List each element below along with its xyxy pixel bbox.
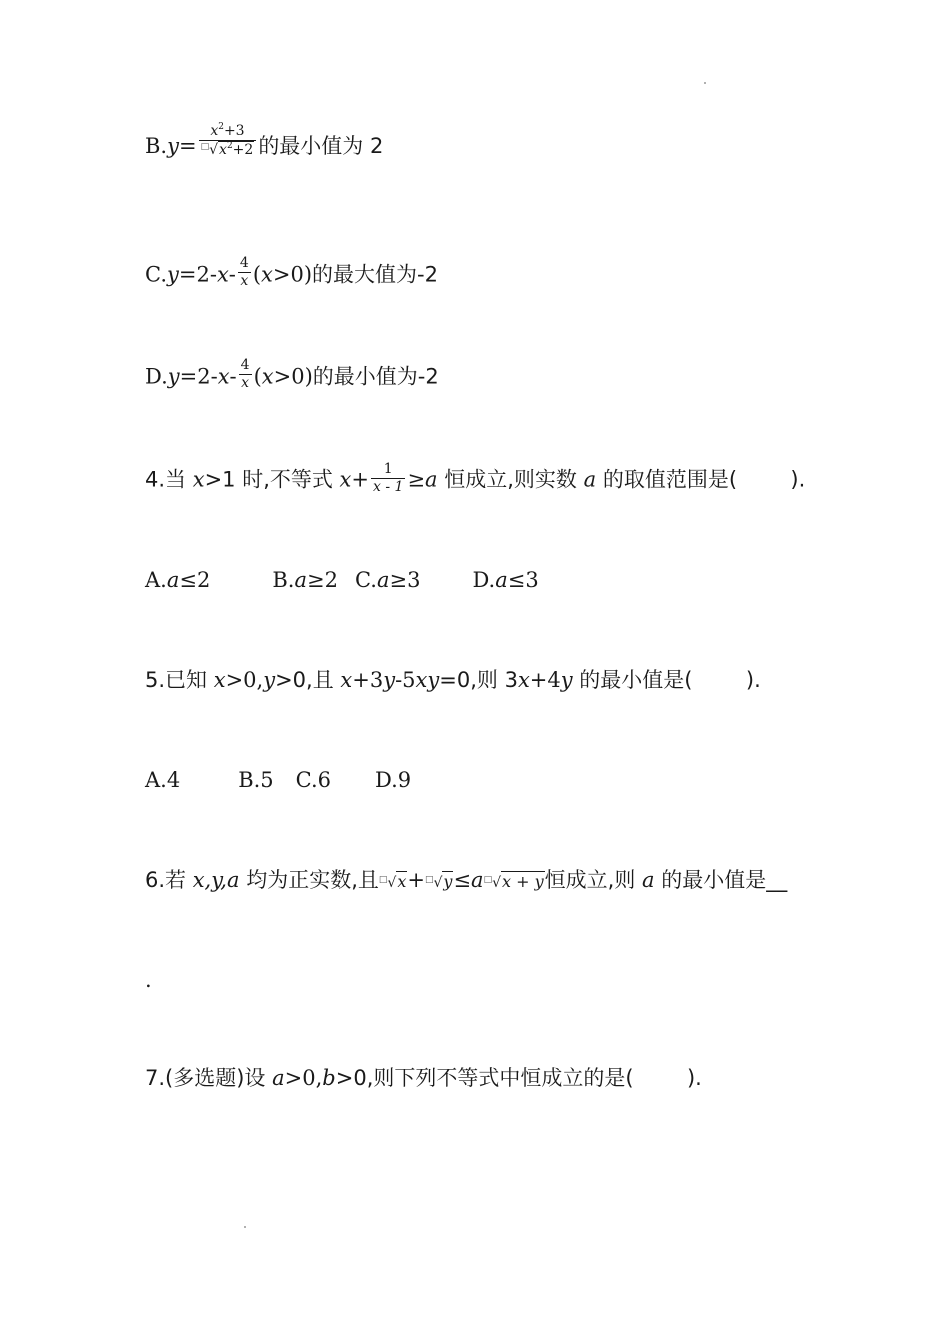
option-letter: C. [145, 262, 167, 287]
den-rest: +2 [232, 142, 254, 158]
condition: >0) [272, 262, 313, 287]
expr: +3 [352, 668, 384, 692]
stem-text: 的最小值是__ [654, 868, 788, 892]
q6-continuation [145, 970, 152, 991]
expr: >0, [284, 1066, 323, 1090]
denominator: x [241, 375, 250, 392]
expr: -5 [395, 668, 416, 692]
var-a: a [642, 868, 655, 892]
numerator: 1 [371, 462, 405, 479]
radical-y: □√y [424, 872, 453, 891]
numerator [199, 123, 257, 141]
stem-text: >0,则下列不等式中恒成立的是( ). [335, 1066, 702, 1090]
var-xy: xy [415, 668, 440, 692]
den-exponent: 2 [226, 141, 233, 151]
var-y: y [167, 134, 179, 158]
var-a: a [471, 868, 484, 892]
equals: = [178, 134, 197, 158]
denominator: x [240, 273, 249, 290]
q4-option-d: D.a≤3 [472, 568, 539, 592]
fraction [238, 256, 251, 290]
q5-option-d: D.9 [375, 768, 412, 792]
fraction [371, 462, 405, 496]
expr: =2- [179, 364, 218, 389]
stem-text: >0,且 [275, 668, 341, 692]
denominator: x - 1 [373, 479, 404, 496]
var-list: x,y,a [192, 868, 240, 892]
scan-speck [244, 1226, 246, 1228]
stem-text: 均为正实数,且 [239, 868, 379, 892]
expr: >0, [225, 668, 264, 692]
stem-text: =0,则 3 [439, 668, 518, 692]
paren: ( [253, 364, 262, 389]
var-y: y [560, 668, 573, 692]
numerator: 4 [239, 358, 252, 375]
var-y: y [263, 668, 276, 692]
option-letter: B. [145, 134, 168, 158]
radicand [218, 141, 254, 158]
stem-text: 6.若 [145, 868, 193, 892]
option-text: 的最大值为-2 [312, 262, 438, 287]
q5-option-c: C.6 [295, 768, 332, 792]
condition: >0) [273, 364, 313, 389]
stem-text: 的取值范围是( ). [596, 467, 806, 492]
q4-option-b: B.a≥2 [272, 568, 338, 592]
option-text: 的最小值为 2 [258, 134, 384, 158]
option-text: 的最小值为-2 [312, 364, 439, 389]
radical-x-plus-y: □√x + y [483, 872, 544, 891]
minus: - [229, 364, 237, 389]
q5-stem [145, 670, 761, 691]
denominator [199, 141, 257, 158]
paren: ( [252, 262, 262, 287]
var-x: x [213, 668, 226, 692]
var-x: x [216, 262, 229, 287]
stem-text: 恒成立,则实数 [437, 467, 584, 492]
var-x: x [339, 467, 352, 492]
stem-text: 4.当 [145, 467, 193, 492]
fraction [239, 358, 252, 392]
q4-option-a: A.a≤2 [145, 568, 211, 592]
var-x: x [261, 262, 273, 287]
var-x: x [217, 364, 230, 389]
radical-x: □√x [378, 872, 407, 891]
fraction [199, 123, 257, 159]
radical-index: □ [200, 142, 210, 152]
stem-text: 的最小值是( ). [572, 668, 761, 692]
stem-text: 恒成立,则 [544, 868, 643, 892]
q5-option-a: A.4 [145, 768, 181, 792]
var-y: y [383, 668, 396, 692]
minus: - [228, 262, 236, 287]
var-x: x [340, 668, 353, 692]
var-x: x [517, 668, 530, 692]
den-var: x [219, 142, 227, 158]
q4-options [145, 570, 539, 591]
option-letter: D. [145, 364, 168, 389]
var-a: a [583, 467, 597, 492]
q4-stem [145, 461, 806, 496]
q3-option-c [145, 255, 438, 290]
stem-text: >1 时,不等式 [204, 467, 340, 492]
num-var: x [210, 122, 219, 139]
expr: +4 [529, 668, 561, 692]
period: . [145, 968, 152, 992]
var-b: b [322, 1066, 336, 1090]
q3-option-b [145, 121, 384, 158]
le-sign: ≤ [453, 868, 472, 892]
q3-option-d [145, 357, 439, 392]
scan-speck [704, 82, 706, 84]
var-x: x [192, 467, 205, 492]
num-rest: +3 [223, 122, 245, 139]
var-a: a [272, 1066, 285, 1090]
var-y: y [167, 364, 180, 389]
stem-text: 5.已知 [145, 668, 214, 692]
q6-stem [145, 870, 787, 891]
q4-option-c: C.a≥3 [354, 568, 421, 592]
stem-text: 7.(多选题)设 [145, 1066, 273, 1090]
radical: $^□√x^2+2$ [200, 141, 254, 158]
plus: + [407, 868, 425, 892]
q7-stem [145, 1068, 702, 1089]
var-y: y [167, 262, 179, 287]
expr: =2- [178, 262, 217, 287]
numerator: 4 [238, 256, 251, 273]
plus: + [351, 467, 369, 492]
num-exponent: 2 [218, 121, 224, 132]
ge-sign: ≥ [407, 467, 426, 492]
var-a: a [425, 467, 438, 492]
q5-option-b: B.5 [238, 768, 274, 792]
var-x: x [261, 364, 274, 389]
q5-options [145, 770, 411, 791]
